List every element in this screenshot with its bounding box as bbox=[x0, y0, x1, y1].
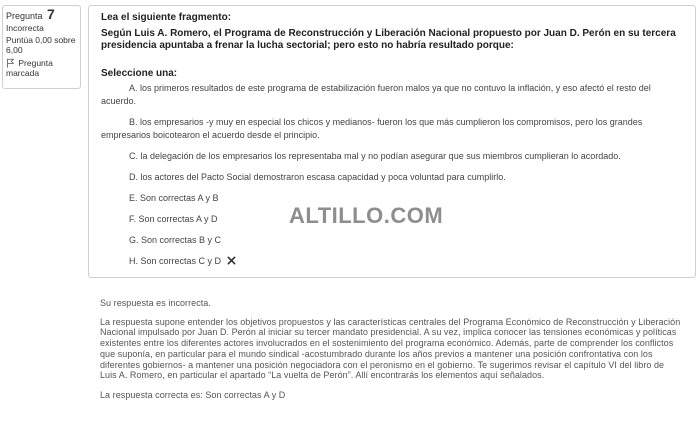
x-icon bbox=[227, 256, 236, 265]
question-content bbox=[88, 5, 696, 278]
answer-option-d[interactable] bbox=[101, 171, 685, 184]
answer-option-label: G. Son correctas B y C bbox=[129, 235, 222, 245]
feedback-explanation: La respuesta supone entender los objetivos propuestos y las características centrales del Programa Económico de Reconstrucción y Liberación Nacional impulsado por Juan D. Perón al iniciar su tercer mandato presidencial. A su vez, implica conocer las tensiones económicas y políticas existentes entre los diferentes actores involucrados en el sostenimiento del programa económico. Además, parte de comprender los conflictos que suponía, en particular para el mundo sindical -acostumbrado durante los años previos a mantener una posición confrontativa con los diferentes gobiernos- a mantener una posición negociadora con el peronismo en el gobierno. Te sugerimos revisar el capítulo VI del libro de Luis A. Romero, en particular el apartado “La vuelta de Perón”. Allí encontrarás los elementos aquí señalados. bbox=[100, 316, 681, 381]
answer-option-label: D. los actores del Pacto Social demostraron escasa capacidad y poca voluntad para cumplirlo. bbox=[129, 172, 506, 182]
question-grade: Puntúa 0,00 sobre 6,00 bbox=[6, 35, 76, 55]
answer-option-h[interactable] bbox=[101, 255, 685, 268]
answer-prompt: Seleccione una: bbox=[101, 68, 178, 79]
answer-option-label: B. los empresarios -y muy en especial los chicos y medianos- fueron los que más cumplieron los compromisos, pero los grandes empresarios boicotearon el acuerdo desde el principio. bbox=[101, 117, 643, 140]
flag-icon bbox=[6, 58, 15, 68]
answer-option-c[interactable] bbox=[101, 150, 685, 163]
answer-option-label: A. los primeros resultados de este programa de estabilización fueron malos ya que no contuvo la inflación, y eso afectó el resto del acuerdo. bbox=[101, 83, 651, 106]
answer-option-label: F. Son correctas A y D bbox=[129, 214, 218, 224]
question-text: Según Luis A. Romero, el Programa de Reconstrucción y Liberación Nacional propuesto por Juan D. Perón en su tercera presidencia apuntaba a frenar la lucha sectorial; pero esto no habría resultado porque: bbox=[101, 28, 676, 51]
answer-option-label: H. Son correctas C y D bbox=[129, 256, 222, 266]
question-title: Lea el siguiente fragmento: bbox=[101, 12, 232, 23]
question-info-panel bbox=[2, 5, 81, 89]
feedback-result: Su respuesta es incorrecta. bbox=[100, 298, 211, 308]
feedback-panel bbox=[100, 298, 682, 401]
question-state: Incorrecta bbox=[6, 23, 44, 33]
question-number bbox=[6, 6, 80, 22]
question-number-value: 7 bbox=[47, 6, 55, 22]
answer-option-a[interactable] bbox=[101, 82, 685, 108]
question-label: Pregunta bbox=[6, 11, 43, 21]
feedback-correct-answer: La respuesta correcta es: Son correctas A y D bbox=[100, 389, 286, 400]
answer-option-g[interactable] bbox=[101, 234, 685, 247]
watermark: ALTILLO.COM bbox=[289, 203, 444, 228]
flag-question-toggle[interactable] bbox=[6, 58, 80, 78]
answer-option-label: E. Son correctas A y B bbox=[129, 193, 219, 203]
answer-option-b[interactable] bbox=[101, 116, 685, 142]
answer-option-label: C. la delegación de los empresarios los representaba mal y no podían asegurar que sus miembros cumplieran lo acordado. bbox=[129, 151, 621, 161]
flag-label: Pregunta marcada bbox=[6, 58, 53, 78]
